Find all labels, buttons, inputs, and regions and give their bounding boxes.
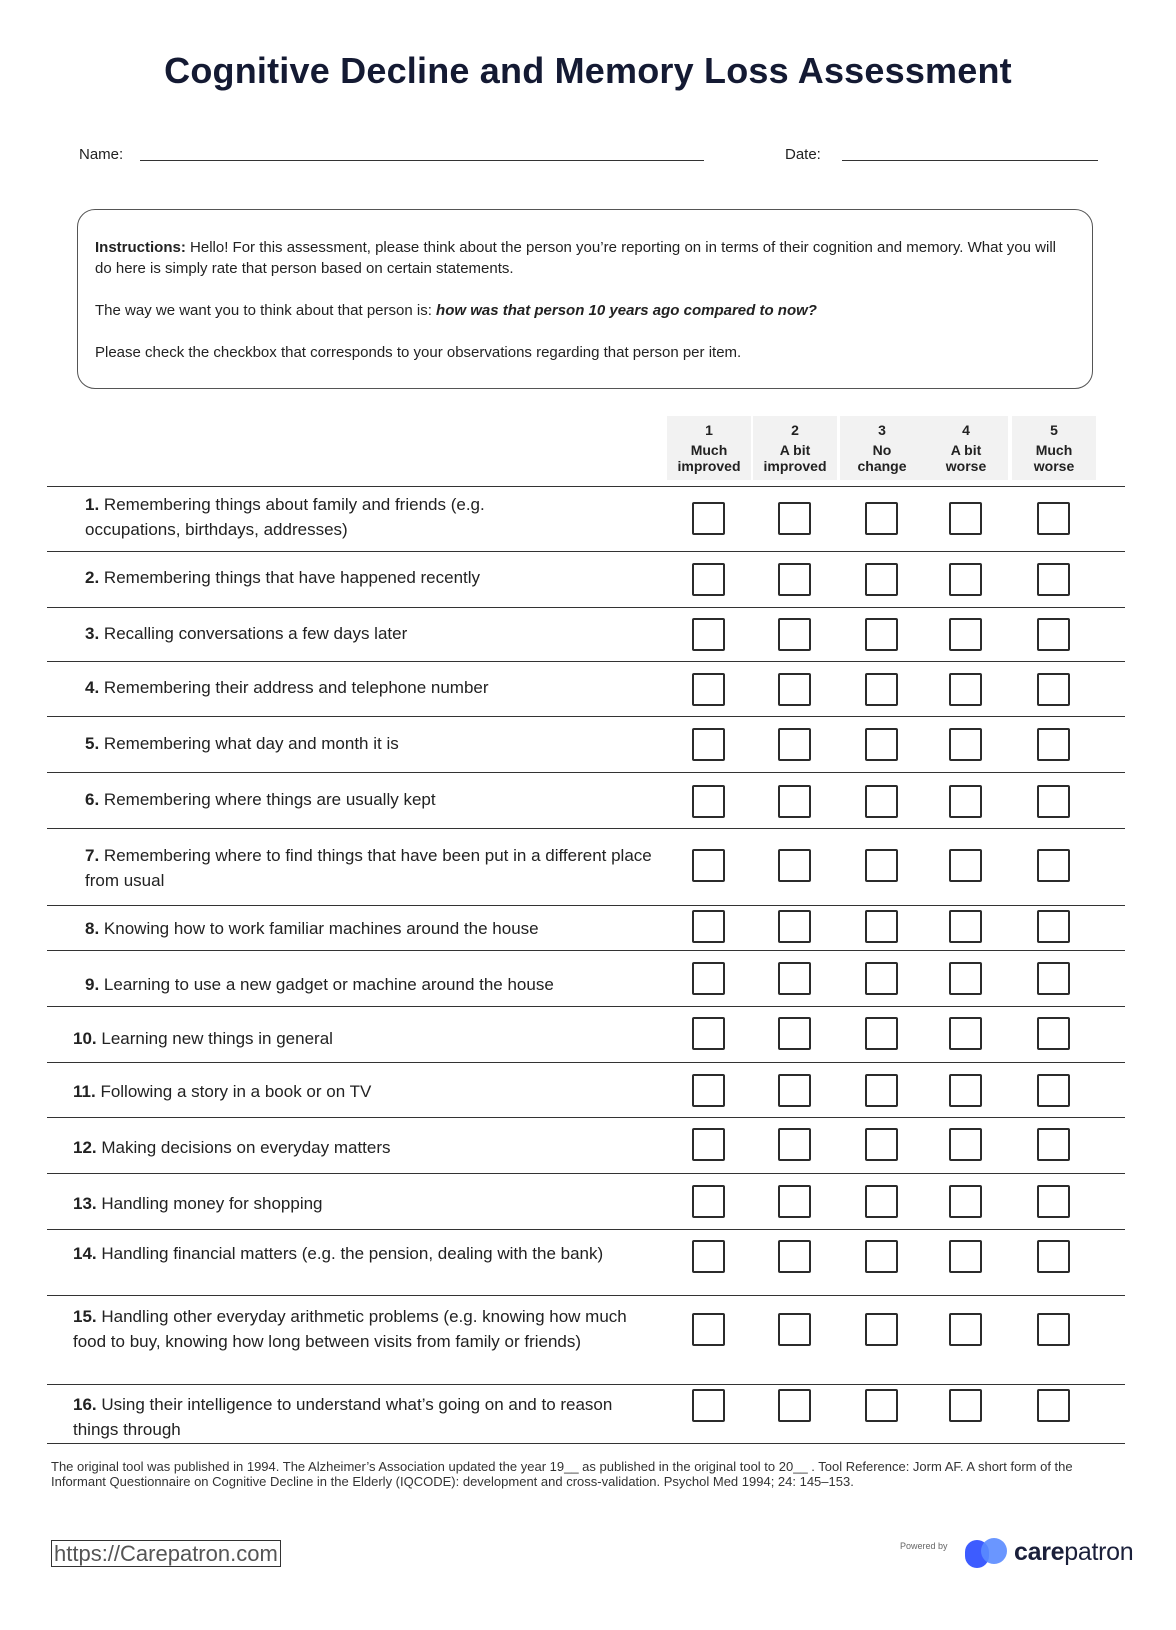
checkbox-q1-option-5[interactable]: [1037, 502, 1070, 535]
question-item-2: [85, 565, 645, 590]
row-divider: [47, 1173, 1125, 1174]
scale-number: 2: [791, 422, 799, 438]
scale-number: 5: [1050, 422, 1058, 438]
question-text: Recalling conversations a few days later: [103, 624, 408, 643]
row-divider: [47, 607, 1125, 608]
question-number: 2.: [85, 568, 100, 587]
checkbox-q10-option-5[interactable]: [1037, 1017, 1070, 1050]
scale-label: Much improved: [677, 442, 741, 474]
checkbox-q9-option-4[interactable]: [949, 962, 982, 995]
checkbox-q6-option-5[interactable]: [1037, 785, 1070, 818]
question-number: 9.: [85, 975, 100, 994]
instructions-text-3: Please check the checkbox that corresponds to your observations regarding that person per item.: [95, 344, 742, 361]
checkbox-q4-option-1[interactable]: [692, 673, 725, 706]
checkbox-q2-option-1[interactable]: [692, 563, 725, 596]
question-text: Remembering things about family and friends (e.g. occupations, birthdays, addresses): [85, 495, 485, 539]
question-number: 14.: [73, 1244, 97, 1263]
row-divider: [47, 950, 1125, 951]
powered-by-label: Powered by: [900, 1541, 948, 1551]
question-text: Knowing how to work familiar machines around the house: [103, 919, 539, 938]
checkbox-q9-option-3[interactable]: [865, 962, 898, 995]
instructions-box: [77, 209, 1093, 389]
checkbox-q7-option-1[interactable]: [692, 849, 725, 882]
checkbox-q10-option-1[interactable]: [692, 1017, 725, 1050]
row-divider: [47, 716, 1125, 717]
checkbox-q12-option-1[interactable]: [692, 1128, 725, 1161]
question-item-10: [73, 1026, 633, 1051]
question-number: 5.: [85, 734, 100, 753]
checkbox-q8-option-2[interactable]: [778, 910, 811, 943]
checkbox-q4-option-3[interactable]: [865, 673, 898, 706]
checkbox-q13-option-1[interactable]: [692, 1185, 725, 1218]
checkbox-q14-option-4[interactable]: [949, 1240, 982, 1273]
question-item-7: [85, 843, 670, 893]
instructions-lead: Instructions:: [95, 239, 186, 256]
question-item-5: [85, 731, 645, 756]
checkbox-q7-option-3[interactable]: [865, 849, 898, 882]
scale-label: No change: [857, 442, 907, 474]
scale-number: 3: [878, 422, 886, 438]
checkbox-q6-option-1[interactable]: [692, 785, 725, 818]
checkbox-q14-option-5[interactable]: [1037, 1240, 1070, 1273]
row-divider: [47, 1117, 1125, 1118]
question-text: Handling other everyday arithmetic problems (e.g. knowing how much food to buy, knowing how long between visits from family or friends): [73, 1307, 627, 1351]
checkbox-q1-option-2[interactable]: [778, 502, 811, 535]
question-text: Remembering what day and month it is: [103, 734, 399, 753]
checkbox-q11-option-4[interactable]: [949, 1074, 982, 1107]
name-field[interactable]: [140, 160, 704, 161]
checkbox-q3-option-2[interactable]: [778, 618, 811, 651]
checkbox-q11-option-3[interactable]: [865, 1074, 898, 1107]
scale-number: 4: [962, 422, 970, 438]
row-divider: [47, 1443, 1125, 1444]
question-text: Making decisions on everyday matters: [101, 1138, 391, 1157]
checkbox-q14-option-3[interactable]: [865, 1240, 898, 1273]
question-text: Learning to use a new gadget or machine around the house: [103, 975, 554, 994]
question-text: Remembering where to find things that have been put in a different place from usual: [85, 846, 652, 890]
question-item-11: [73, 1079, 633, 1104]
row-divider: [47, 1295, 1125, 1296]
row-divider: [47, 551, 1125, 552]
scale-label: A bit improved: [763, 442, 827, 474]
instructions-emphasis: how was that person 10 years ago compared to now?: [436, 302, 817, 319]
checkbox-q10-option-2[interactable]: [778, 1017, 811, 1050]
checkbox-q5-option-5[interactable]: [1037, 728, 1070, 761]
checkbox-q11-option-2[interactable]: [778, 1074, 811, 1107]
checkbox-q13-option-2[interactable]: [778, 1185, 811, 1218]
question-item-16: [73, 1392, 633, 1442]
checkbox-q1-option-3[interactable]: [865, 502, 898, 535]
question-text: Learning new things in general: [101, 1029, 333, 1048]
question-item-13: [73, 1191, 633, 1216]
checkbox-q5-option-4[interactable]: [949, 728, 982, 761]
checkbox-q13-option-4[interactable]: [949, 1185, 982, 1218]
checkbox-q12-option-4[interactable]: [949, 1128, 982, 1161]
question-text: Using their intelligence to understand what’s going on and to reason things through: [73, 1395, 613, 1439]
checkbox-q12-option-3[interactable]: [865, 1128, 898, 1161]
scale-header-5: [1012, 416, 1096, 480]
row-divider: [47, 1229, 1125, 1230]
checkbox-q16-option-3[interactable]: [865, 1389, 898, 1422]
checkbox-q6-option-3[interactable]: [865, 785, 898, 818]
question-number: 12.: [73, 1138, 97, 1157]
scale-header-1: [667, 416, 751, 480]
checkbox-q5-option-2[interactable]: [778, 728, 811, 761]
date-label: Date:: [785, 146, 821, 163]
checkbox-q15-option-4[interactable]: [949, 1313, 982, 1346]
checkbox-q1-option-4[interactable]: [949, 502, 982, 535]
brand-rest: patron: [1064, 1538, 1134, 1566]
checkbox-q4-option-2[interactable]: [778, 673, 811, 706]
question-item-12: [73, 1135, 633, 1160]
question-number: 16.: [73, 1395, 97, 1414]
checkbox-q12-option-2[interactable]: [778, 1128, 811, 1161]
checkbox-q2-option-3[interactable]: [865, 563, 898, 596]
instructions-text-2: The way we want you to think about that person is:: [95, 302, 437, 319]
checkbox-q5-option-3[interactable]: [865, 728, 898, 761]
name-label: Name:: [79, 146, 124, 163]
question-item-1: [85, 492, 555, 542]
checkbox-q8-option-3[interactable]: [865, 910, 898, 943]
checkbox-q3-option-4[interactable]: [949, 618, 982, 651]
question-number: 1.: [85, 495, 100, 514]
question-item-6: [85, 787, 645, 812]
question-item-14: [73, 1241, 633, 1266]
question-number: 8.: [85, 919, 100, 938]
checkbox-q15-option-3[interactable]: [865, 1313, 898, 1346]
checkbox-q3-option-3[interactable]: [865, 618, 898, 651]
scale-label: Much worse: [1033, 442, 1075, 474]
carepatron-logo-text: [1014, 1538, 1133, 1567]
question-item-3: [85, 621, 645, 646]
checkbox-q16-option-2[interactable]: [778, 1389, 811, 1422]
checkbox-q15-option-5[interactable]: [1037, 1313, 1070, 1346]
question-number: 4.: [85, 678, 100, 697]
scale-label: A bit worse: [945, 442, 987, 474]
question-number: 7.: [85, 846, 100, 865]
checkbox-q10-option-4[interactable]: [949, 1017, 982, 1050]
checkbox-q7-option-5[interactable]: [1037, 849, 1070, 882]
row-divider: [47, 1062, 1125, 1063]
checkbox-q3-option-5[interactable]: [1037, 618, 1070, 651]
question-text: Following a story in a book or on TV: [100, 1082, 372, 1101]
question-item-9: [85, 972, 645, 997]
checkbox-q4-option-5[interactable]: [1037, 673, 1070, 706]
checkbox-q9-option-1[interactable]: [692, 962, 725, 995]
carepatron-link[interactable]: https://Carepatron.com: [51, 1540, 281, 1567]
row-divider: [47, 1384, 1125, 1385]
question-number: 6.: [85, 790, 100, 809]
checkbox-q2-option-2[interactable]: [778, 563, 811, 596]
date-field[interactable]: [842, 160, 1098, 161]
checkbox-q9-option-5[interactable]: [1037, 962, 1070, 995]
page-title: Cognitive Decline and Memory Loss Assessment: [164, 50, 1012, 91]
scale-number: 1: [705, 422, 713, 438]
question-item-8: [85, 916, 645, 941]
scale-header-2: [753, 416, 837, 480]
checkbox-q16-option-5[interactable]: [1037, 1389, 1070, 1422]
instructions-text-1: Hello! For this assessment, please think about the person you’re reporting on in terms of their cognition and memory. What you will do here is simply rate that person based on certain statements.: [95, 239, 1056, 277]
checkbox-q2-option-5[interactable]: [1037, 563, 1070, 596]
checkbox-q15-option-1[interactable]: [692, 1313, 725, 1346]
row-divider: [47, 486, 1125, 487]
checkbox-q6-option-4[interactable]: [949, 785, 982, 818]
checkbox-q12-option-5[interactable]: [1037, 1128, 1070, 1161]
checkbox-q9-option-2[interactable]: [778, 962, 811, 995]
checkbox-q13-option-3[interactable]: [865, 1185, 898, 1218]
question-text: Remembering where things are usually kept: [103, 790, 436, 809]
brand-bold: care: [1014, 1538, 1065, 1566]
question-text: Handling financial matters (e.g. the pension, dealing with the bank): [101, 1244, 604, 1263]
carepatron-logo-icon: [963, 1536, 1011, 1570]
checkbox-q5-option-1[interactable]: [692, 728, 725, 761]
question-text: Handling money for shopping: [101, 1194, 323, 1213]
checkbox-q6-option-2[interactable]: [778, 785, 811, 818]
row-divider: [47, 772, 1125, 773]
checkbox-q1-option-1[interactable]: [692, 502, 725, 535]
checkbox-q15-option-2[interactable]: [778, 1313, 811, 1346]
checkbox-q8-option-5[interactable]: [1037, 910, 1070, 943]
question-number: 10.: [73, 1029, 97, 1048]
checkbox-q4-option-4[interactable]: [949, 673, 982, 706]
question-text: Remembering their address and telephone number: [103, 678, 489, 697]
checkbox-q11-option-1[interactable]: [692, 1074, 725, 1107]
checkbox-q13-option-5[interactable]: [1037, 1185, 1070, 1218]
question-text: Remembering things that have happened recently: [103, 568, 481, 587]
checkbox-q7-option-2[interactable]: [778, 849, 811, 882]
checkbox-q3-option-1[interactable]: [692, 618, 725, 651]
checkbox-q14-option-2[interactable]: [778, 1240, 811, 1273]
footer-reference: The original tool was published in 1994. The Alzheimer’s Association updated the year 19__ as published in the original tool to 20__ . Tool Reference: Jorm AF. A short form of the Informant Questionnaire on Cognitive Decline in the Elderly (IQCODE): development and cross-validation. Psychol Med 1994; 24: 145–153.: [51, 1459, 1073, 1489]
question-number: 13.: [73, 1194, 97, 1213]
question-number: 3.: [85, 624, 100, 643]
question-number: 15.: [73, 1307, 97, 1326]
checkbox-q8-option-4[interactable]: [949, 910, 982, 943]
question-item-15: [73, 1304, 633, 1354]
scale-header-3: [840, 416, 924, 480]
row-divider: [47, 828, 1125, 829]
checkbox-q7-option-4[interactable]: [949, 849, 982, 882]
checkbox-q16-option-4[interactable]: [949, 1389, 982, 1422]
question-number: 11.: [73, 1082, 96, 1101]
row-divider: [47, 1006, 1125, 1007]
row-divider: [47, 661, 1125, 662]
checkbox-q16-option-1[interactable]: [692, 1389, 725, 1422]
checkbox-q14-option-1[interactable]: [692, 1240, 725, 1273]
scale-header-4: [924, 416, 1008, 480]
checkbox-q8-option-1[interactable]: [692, 910, 725, 943]
checkbox-q11-option-5[interactable]: [1037, 1074, 1070, 1107]
checkbox-q2-option-4[interactable]: [949, 563, 982, 596]
question-item-4: [85, 675, 645, 700]
checkbox-q10-option-3[interactable]: [865, 1017, 898, 1050]
row-divider: [47, 905, 1125, 906]
